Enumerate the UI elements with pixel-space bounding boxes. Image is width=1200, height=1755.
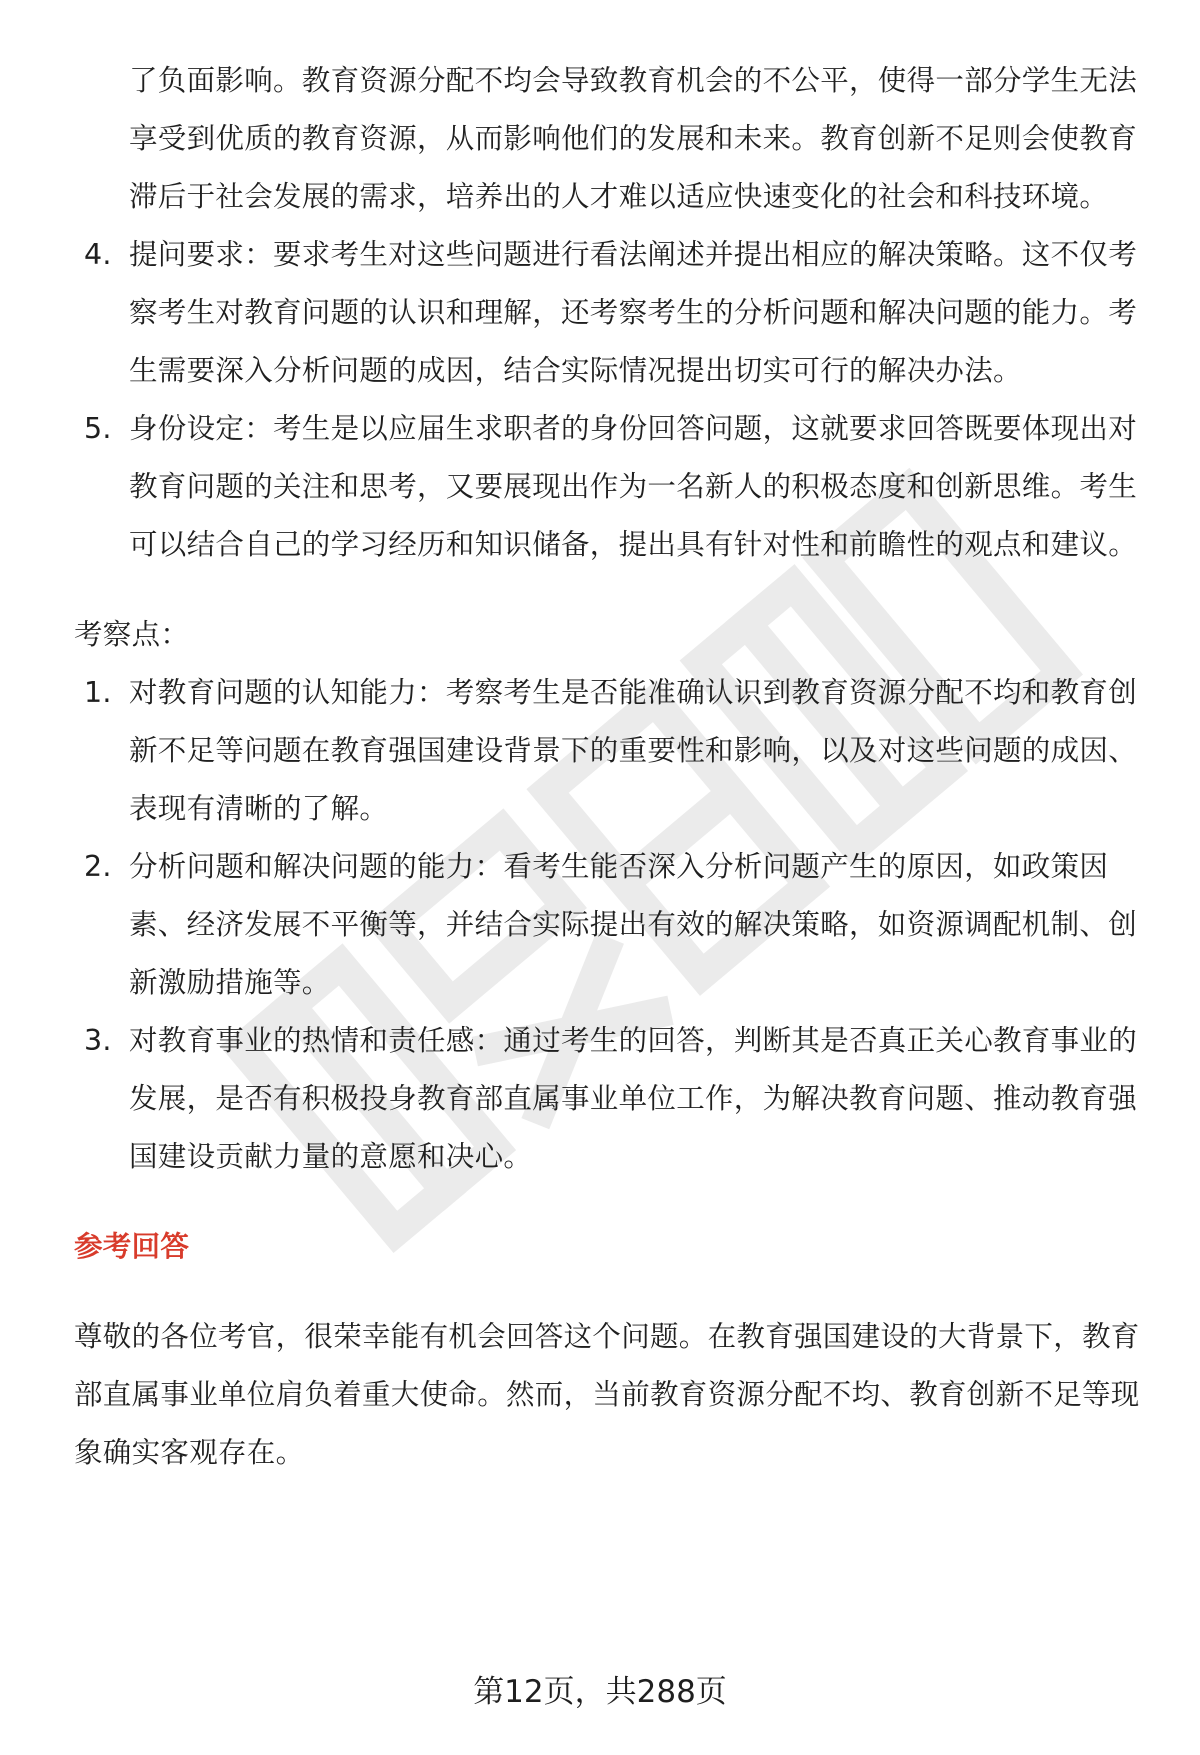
document-body [74,52,1146,1482]
list-item-text: 身份设定：考生是以应届生求职者的身份回答问题，这就要求回答既要体现出对教育问题的关注和思考，又要展现出作为一名新人的积极态度和创新思维。考生可以结合自己的学习经历和知识储备，提出具有针对性和前瞻性的观点和建议。 [129,412,1138,561]
list-number: 5. [84,412,112,445]
answer-paragraph: 尊敬的各位考官，很荣幸能有机会回答这个问题。在教育强国建设的大背景下，教育部直属事业单位肩负着重大使命。然而，当前教育资源分配不均、教育创新不足等现象确实客观存在。 [74,1320,1140,1469]
list-item [74,664,1146,838]
reference-answer-heading: 参考回答 [74,1230,190,1263]
continuation-paragraph: 了负面影响。教育资源分配不均会导致教育机会的不公平，使得一部分学生无法享受到优质的教育资源，从而影响他们的发展和未来。教育创新不足则会使教育滞后于社会发展的需求，培养出的人才难以适应快速变化的社会和科技环境。 [129,64,1138,213]
list-item-text: 对教育问题的认知能力：考察考生是否能准确认识到教育资源分配不均和教育创新不足等问题在教育强国建设背景下的重要性和影响，以及对这些问题的成因、表现有清晰的了解。 [129,676,1138,825]
assessment-heading: 考察点： [74,618,190,651]
list-number: 4. [84,238,112,271]
list-number: 2. [84,850,112,883]
list-number: 3. [84,1024,112,1057]
list-item [74,400,1146,574]
list-item [74,838,1146,1012]
page-number-footer: 第12页，共288页 [473,1674,727,1710]
assessment-points-list [74,664,1146,1186]
list-item-text: 对教育事业的热情和责任感：通过考生的回答，判断其是否真正关心教育事业的发展，是否有积极投身教育部直属事业单位工作，为解决教育问题、推动教育强国建设贡献力量的意愿和决心。 [129,1024,1138,1173]
list-number: 1. [84,676,112,709]
requirements-list [74,226,1146,574]
list-item [74,1012,1146,1186]
list-item-text: 提问要求：要求考生对这些问题进行看法阐述并提出相应的解决策略。这不仅考察考生对教育问题的认识和理解，还考察考生的分析问题和解决问题的能力。考生需要深入分析问题的成因，结合实际情况提出切实可行的解决办法。 [129,238,1138,387]
list-item-text: 分析问题和解决问题的能力：看考生能否深入分析问题产生的原因，如政策因素、经济发展不平衡等，并结合实际提出有效的解决策略，如资源调配机制、创新激励措施等。 [129,850,1138,999]
list-item [74,226,1146,400]
